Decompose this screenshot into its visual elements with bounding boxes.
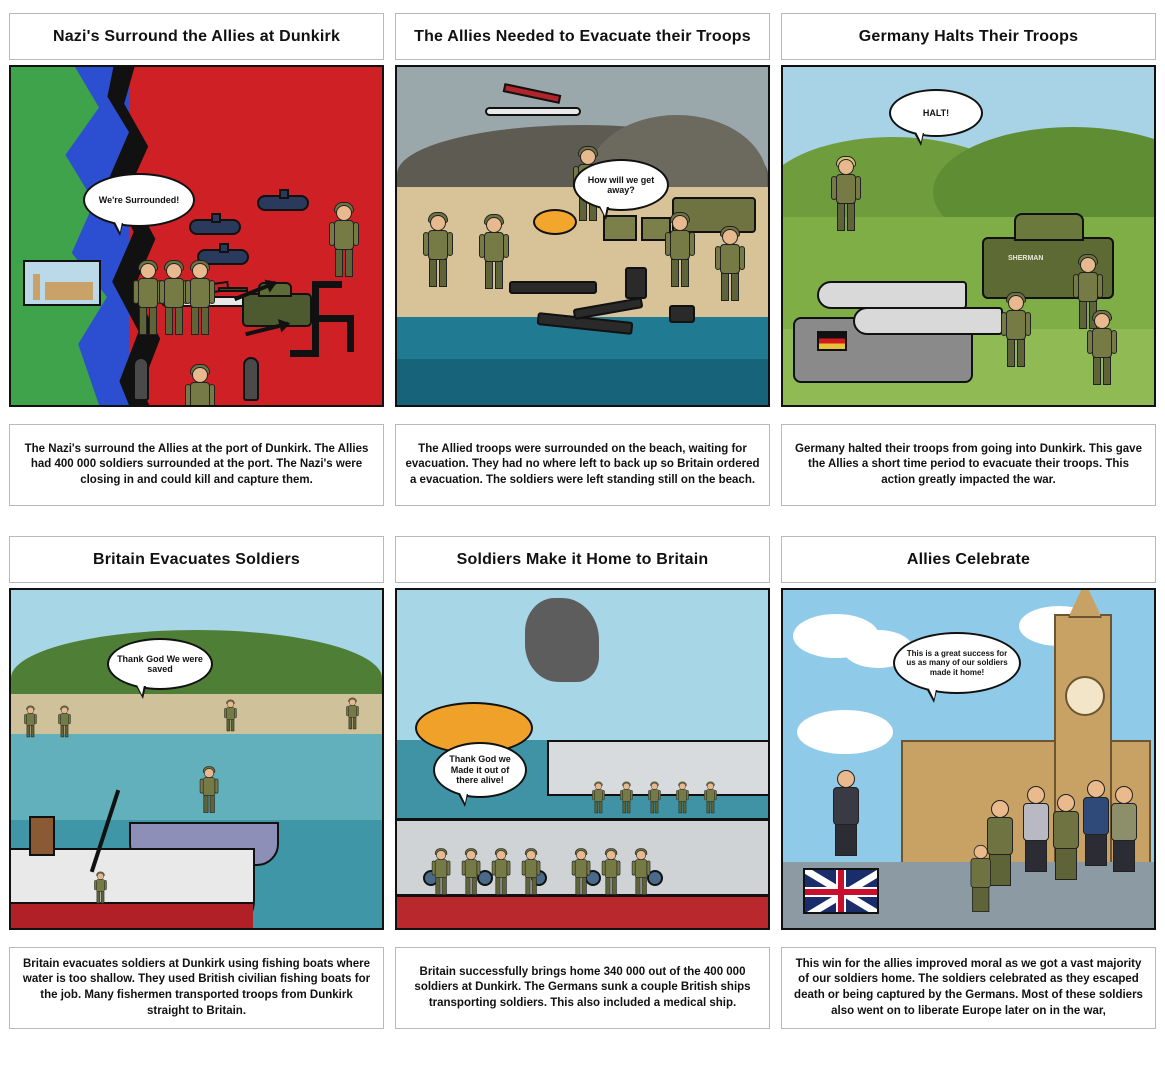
- cell-4-description: Britain evacuates soldiers at Dunkirk using fishing boats where water is too shallow. They used British civilian fishing boats for the job. Many fishermen transported troops from Dunkirk straight to Britain.: [22, 957, 371, 1017]
- soldier-on-deck-1: [433, 850, 449, 896]
- cell-2-title: The Allies Needed to Evacuate their Troops: [414, 27, 751, 45]
- cell-1-scene[interactable]: [9, 65, 384, 407]
- missile-icon-1: [817, 281, 967, 309]
- soldier-on-deck-6: [603, 850, 619, 896]
- soldier-upper-deck-3: [649, 783, 660, 814]
- cell-2-speech-bubble: How will we get away?: [573, 159, 669, 211]
- evacuation-ship-icon: [9, 848, 255, 930]
- german-tank-icon: [242, 293, 312, 327]
- german-soldier-3: [1089, 313, 1115, 387]
- soldier-on-shore-2: [59, 707, 70, 738]
- allied-soldier-2: [481, 217, 507, 291]
- rifle-icon-1: [509, 281, 597, 294]
- cell-6-title-box[interactable]: [781, 536, 1156, 583]
- soldier-boarding-boat: [201, 768, 217, 814]
- cell-2-title-box[interactable]: [395, 13, 770, 60]
- storyboard-row-2: [0, 506, 1165, 1029]
- german-flag-icon: [817, 331, 847, 351]
- cell-5-title: Soldiers Make it Home to Britain: [456, 550, 709, 568]
- soldier-on-deck-4: [523, 850, 539, 896]
- german-soldier-1: [331, 205, 357, 279]
- allied-soldier-3: [187, 263, 213, 337]
- allied-soldier-2: [161, 263, 187, 337]
- celebrating-child: [969, 845, 992, 912]
- cell-1-title: Nazi's Surround the Allies at Dunkirk: [52, 27, 341, 45]
- german-soldier-2: [187, 367, 213, 407]
- cell-3-description: Germany halted their troops from going into Dunkirk. This gave the Allies a short time period to evacuate their troops. This action greatly impacted the war.: [795, 442, 1142, 486]
- cell-5-speech-bubble: Thank God we Made it out of there alive!: [433, 742, 527, 798]
- german-soldier-2: [1003, 295, 1029, 369]
- submarine-icon-1: [189, 219, 241, 235]
- cell-4-scene[interactable]: [9, 588, 384, 930]
- cell-1-title-box[interactable]: [9, 13, 384, 60]
- cell-2-description-box[interactable]: [395, 424, 770, 506]
- soldier-on-deck-5: [573, 850, 589, 896]
- cell-5-title-box[interactable]: [395, 536, 770, 583]
- celebrating-person-2: [1021, 786, 1051, 872]
- allied-soldier-1: [425, 215, 451, 289]
- big-ben-mini-icon: [33, 274, 40, 300]
- storyboard-cell-2[interactable]: [395, 13, 770, 506]
- cell-1-description: The Nazi's surround the Allies at the port of Dunkirk. The Allies had 400 000 soldiers surrounded at the port. The Nazi's were closing in and could kill and capture them.: [24, 442, 369, 486]
- cell-5-scene[interactable]: [395, 588, 770, 930]
- soldier-on-shore-1: [25, 707, 36, 738]
- churchill-figure: [831, 770, 861, 856]
- cell-6-title: Allies Celebrate: [906, 550, 1031, 568]
- soldier-on-ship-1: [95, 873, 106, 904]
- cell-5-description: Britain successfully brings home 340 000 out of the 400 000 soldiers at Dunkirk. The Germans sunk a couple British ships transporting soldiers. This also included a medical ship.: [414, 965, 751, 1009]
- storyboard-cell-4[interactable]: [9, 536, 384, 1029]
- german-officer: [833, 159, 859, 233]
- tank-label: SHERMAN: [1008, 255, 1044, 262]
- soldier-on-deck-7: [633, 850, 649, 896]
- storyboard-cell-1[interactable]: [9, 13, 384, 506]
- submarine-icon-3: [257, 195, 309, 211]
- cell-5-description-box[interactable]: [395, 947, 770, 1029]
- explosion-icon: [533, 209, 577, 235]
- soldier-on-shore-3: [225, 701, 236, 732]
- pistol-icon-2: [669, 305, 695, 323]
- soldier-upper-deck-1: [593, 783, 604, 814]
- allied-soldier-3: [667, 215, 693, 289]
- britain-inset-icon: [23, 260, 101, 306]
- cell-3-scene[interactable]: [781, 65, 1156, 407]
- cloud-icon-4: [797, 710, 893, 754]
- ship-hull: [397, 894, 768, 928]
- cell-1-description-box[interactable]: [9, 424, 384, 506]
- cell-4-description-box[interactable]: [9, 947, 384, 1029]
- smoke-plume-icon: [525, 598, 599, 682]
- cell-3-description-box[interactable]: [781, 424, 1156, 506]
- celebrating-person-4: [1081, 780, 1111, 866]
- storyboard-cell-3[interactable]: [781, 13, 1156, 506]
- ship-funnel-icon: [29, 816, 55, 856]
- bomb-icon-1: [133, 357, 149, 401]
- cell-6-speech-bubble: This is a great success for us as many of our soldiers made it home!: [893, 632, 1021, 694]
- storyboard-cell-5[interactable]: [395, 536, 770, 1029]
- bomb-icon-2: [243, 357, 259, 401]
- cell-2-description: The Allied troops were surrounded on the beach, waiting for evacuation. They had no where left to back up so Britain ordered a evacuation. The soldiers were left standing still on the beach.: [405, 442, 760, 486]
- soldier-on-deck-3: [493, 850, 509, 896]
- union-jack-flag-icon: [803, 868, 879, 914]
- cell-3-title: Germany Halts Their Troops: [858, 27, 1079, 45]
- soldier-upper-deck-4: [677, 783, 688, 814]
- cell-2-scene[interactable]: [395, 65, 770, 407]
- cell-4-title: Britain Evacuates Soldiers: [92, 550, 301, 568]
- storyboard-row-1: [0, 0, 1165, 506]
- cell-3-title-box[interactable]: [781, 13, 1156, 60]
- celebrating-person-3: [1051, 794, 1081, 880]
- cell-4-title-box[interactable]: [9, 536, 384, 583]
- storyboard-cell-6[interactable]: [781, 536, 1156, 1029]
- cell-6-description-box[interactable]: [781, 947, 1156, 1029]
- parliament-mini-icon: [45, 282, 93, 300]
- allied-soldier-1: [135, 263, 161, 337]
- soldier-upper-deck-5: [705, 783, 716, 814]
- cell-6-description: This win for the allies improved moral as we got a vast majority of our soldiers home. The soldiers celebrated as they escaped death or being captured by the Germans. Most of these soldiers also went on to liberate Europe later on in the war,: [794, 957, 1143, 1017]
- cell-3-speech-bubble: HALT!: [889, 89, 983, 137]
- soldier-upper-deck-2: [621, 783, 632, 814]
- cell-4-speech-bubble: Thank God We were saved: [107, 638, 213, 690]
- celebrating-person-5: [1109, 786, 1139, 872]
- soldier-on-shore-4: [347, 699, 358, 730]
- biplane-icon: [485, 85, 581, 137]
- sea-deep: [397, 359, 768, 407]
- soldier-on-deck-2: [463, 850, 479, 896]
- cell-1-speech-bubble: We're Surrounded!: [83, 173, 195, 227]
- missile-icon-2: [853, 307, 1003, 335]
- pistol-icon-1: [625, 267, 647, 299]
- allied-soldier-4: [717, 229, 743, 303]
- cell-6-scene[interactable]: [781, 588, 1156, 930]
